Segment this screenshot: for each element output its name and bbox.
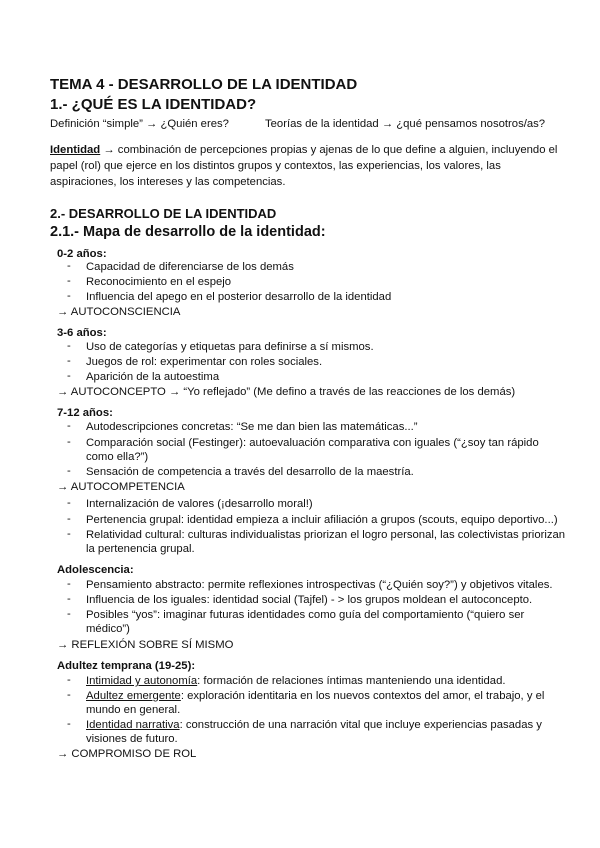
list-item: Influencia del apego en el posterior desarrollo de la identidad bbox=[86, 291, 392, 303]
list-item: Sensación de competencia a través del desarrollo de la maestría. bbox=[86, 466, 414, 478]
intimidad-term: Intimidad y autonomía bbox=[86, 675, 198, 687]
item-text: : construcción de una narración vital que incluye experiencias pasadas y bbox=[179, 719, 542, 731]
list-item bbox=[86, 689, 544, 703]
section2-subheading: 2.1.- Mapa de desarrollo de la identidad: bbox=[50, 224, 326, 240]
bullet-dash: - bbox=[67, 436, 71, 448]
item-text: : formación de relaciones íntimas manteniendo una identidad. bbox=[197, 675, 506, 687]
bullet-dash: - bbox=[67, 689, 71, 701]
bullet-dash: - bbox=[67, 290, 71, 302]
stage-3-6-label: 3-6 años: bbox=[57, 327, 107, 339]
identidad-line-1 bbox=[50, 143, 557, 157]
definition-theories: Teorías de la identidad → ¿qué pensamos nosotros/as? bbox=[265, 118, 546, 130]
bullet-dash: - bbox=[67, 578, 71, 590]
bullet-dash: - bbox=[67, 370, 71, 382]
bullet-dash: - bbox=[67, 674, 71, 686]
bullet-dash: - bbox=[67, 608, 71, 620]
adolescencia-label: Adolescencia: bbox=[57, 564, 134, 576]
bullet-dash: - bbox=[67, 528, 71, 540]
bullet-dash: - bbox=[67, 513, 71, 525]
identidad-line-3: aspiraciones, los intereses y las competencias. bbox=[50, 176, 286, 188]
list-item: Autodescripciones concretas: “Se me dan bien las matemáticas...” bbox=[86, 421, 418, 433]
stage-0-2-label: 0-2 años: bbox=[57, 248, 107, 260]
stage-7-12-result: → AUTOCOMPETENCIA bbox=[57, 481, 185, 493]
bullet-dash: - bbox=[67, 275, 71, 287]
list-item: Capacidad de diferenciarse de los demás bbox=[86, 261, 294, 273]
document-title: TEMA 4 - DESARROLLO DE LA IDENTIDAD bbox=[50, 76, 358, 93]
list-item: Juegos de rol: experimentar con roles sociales. bbox=[86, 356, 323, 368]
bullet-dash: - bbox=[67, 593, 71, 605]
section1-heading: 1.- ¿QUÉ ES LA IDENTIDAD? bbox=[50, 96, 257, 113]
list-item bbox=[86, 718, 542, 732]
list-item-continuation: como ella?”) bbox=[86, 451, 149, 463]
bullet-dash: - bbox=[67, 718, 71, 730]
list-item-continuation: mundo en general. bbox=[86, 704, 181, 716]
stage-7-12-label: 7-12 años: bbox=[57, 407, 113, 419]
list-item: Pensamiento abstracto: permite reflexiones introspectivas (“¿Quién soy?”) y objetivos vitales. bbox=[86, 579, 553, 591]
list-item: Pertenencia grupal: identidad empieza a incluir afiliación a grupos (scouts, equipo deportivo...) bbox=[86, 514, 558, 526]
adultez-emergente-term: Adultez emergente bbox=[86, 690, 181, 702]
definition-simple: Definición “simple” → ¿Quién eres? bbox=[50, 118, 229, 130]
adultez-result: → COMPROMISO DE ROL bbox=[57, 748, 197, 760]
stage-0-2-result: → AUTOCONSCIENCIA bbox=[57, 306, 181, 318]
identidad-definition: → combinación de percepciones propias y ajenas de lo que define a alguien, incluyendo el bbox=[100, 144, 558, 156]
list-item: Uso de categorías y etiquetas para definirse a sí mismos. bbox=[86, 341, 374, 353]
list-item: Aparición de la autoestima bbox=[86, 371, 220, 383]
stage-3-6-result: → AUTOCONCEPTO → “Yo reflejado” (Me defino a través de las reacciones de los demás) bbox=[57, 386, 516, 398]
bullet-dash: - bbox=[67, 355, 71, 367]
bullet-dash: - bbox=[67, 420, 71, 432]
item-text: : exploración identitaria en los nuevos contextos del amor, el trabajo, y el bbox=[180, 690, 545, 702]
list-item bbox=[86, 674, 506, 688]
bullet-dash: - bbox=[67, 497, 71, 509]
list-item: Reconocimiento en el espejo bbox=[86, 276, 232, 288]
list-item: Posibles “yos”: imaginar futuras identidades como guía del comportamiento (“quiero ser bbox=[86, 609, 525, 621]
list-item-continuation: la pertenencia grupal. bbox=[86, 543, 195, 555]
list-item: Relatividad cultural: culturas individualistas priorizan el logro personal, las colectivistas priorizan bbox=[86, 529, 566, 541]
bullet-dash: - bbox=[67, 340, 71, 352]
bullet-dash: - bbox=[67, 465, 71, 477]
list-item: Comparación social (Festinger): autoevaluación comparativa con iguales (“¿soy tan rápido bbox=[86, 437, 539, 449]
adolescencia-result: → REFLEXIÓN SOBRE SÍ MISMO bbox=[57, 639, 234, 651]
identidad-term: Identidad bbox=[50, 144, 101, 156]
identidad-narrativa-term: Identidad narrativa bbox=[86, 719, 180, 731]
adultez-label: Adultez temprana (19-25): bbox=[57, 660, 196, 672]
bullet-dash: - bbox=[67, 260, 71, 272]
identidad-line-2: papel (rol) que ejerce en los distintos grupos y contextos, las experiencias, los valores, las bbox=[50, 160, 501, 172]
section2-heading: 2.- DESARROLLO DE LA IDENTIDAD bbox=[50, 206, 277, 221]
list-item: Influencia de los iguales: identidad social (Tajfel) - > los grupos moldean el autoconcepto. bbox=[86, 594, 533, 606]
list-item-continuation: médico”) bbox=[86, 623, 130, 635]
list-item-continuation: visiones de futuro. bbox=[86, 733, 178, 745]
list-item: Internalización de valores (¡desarrollo moral!) bbox=[86, 498, 313, 510]
